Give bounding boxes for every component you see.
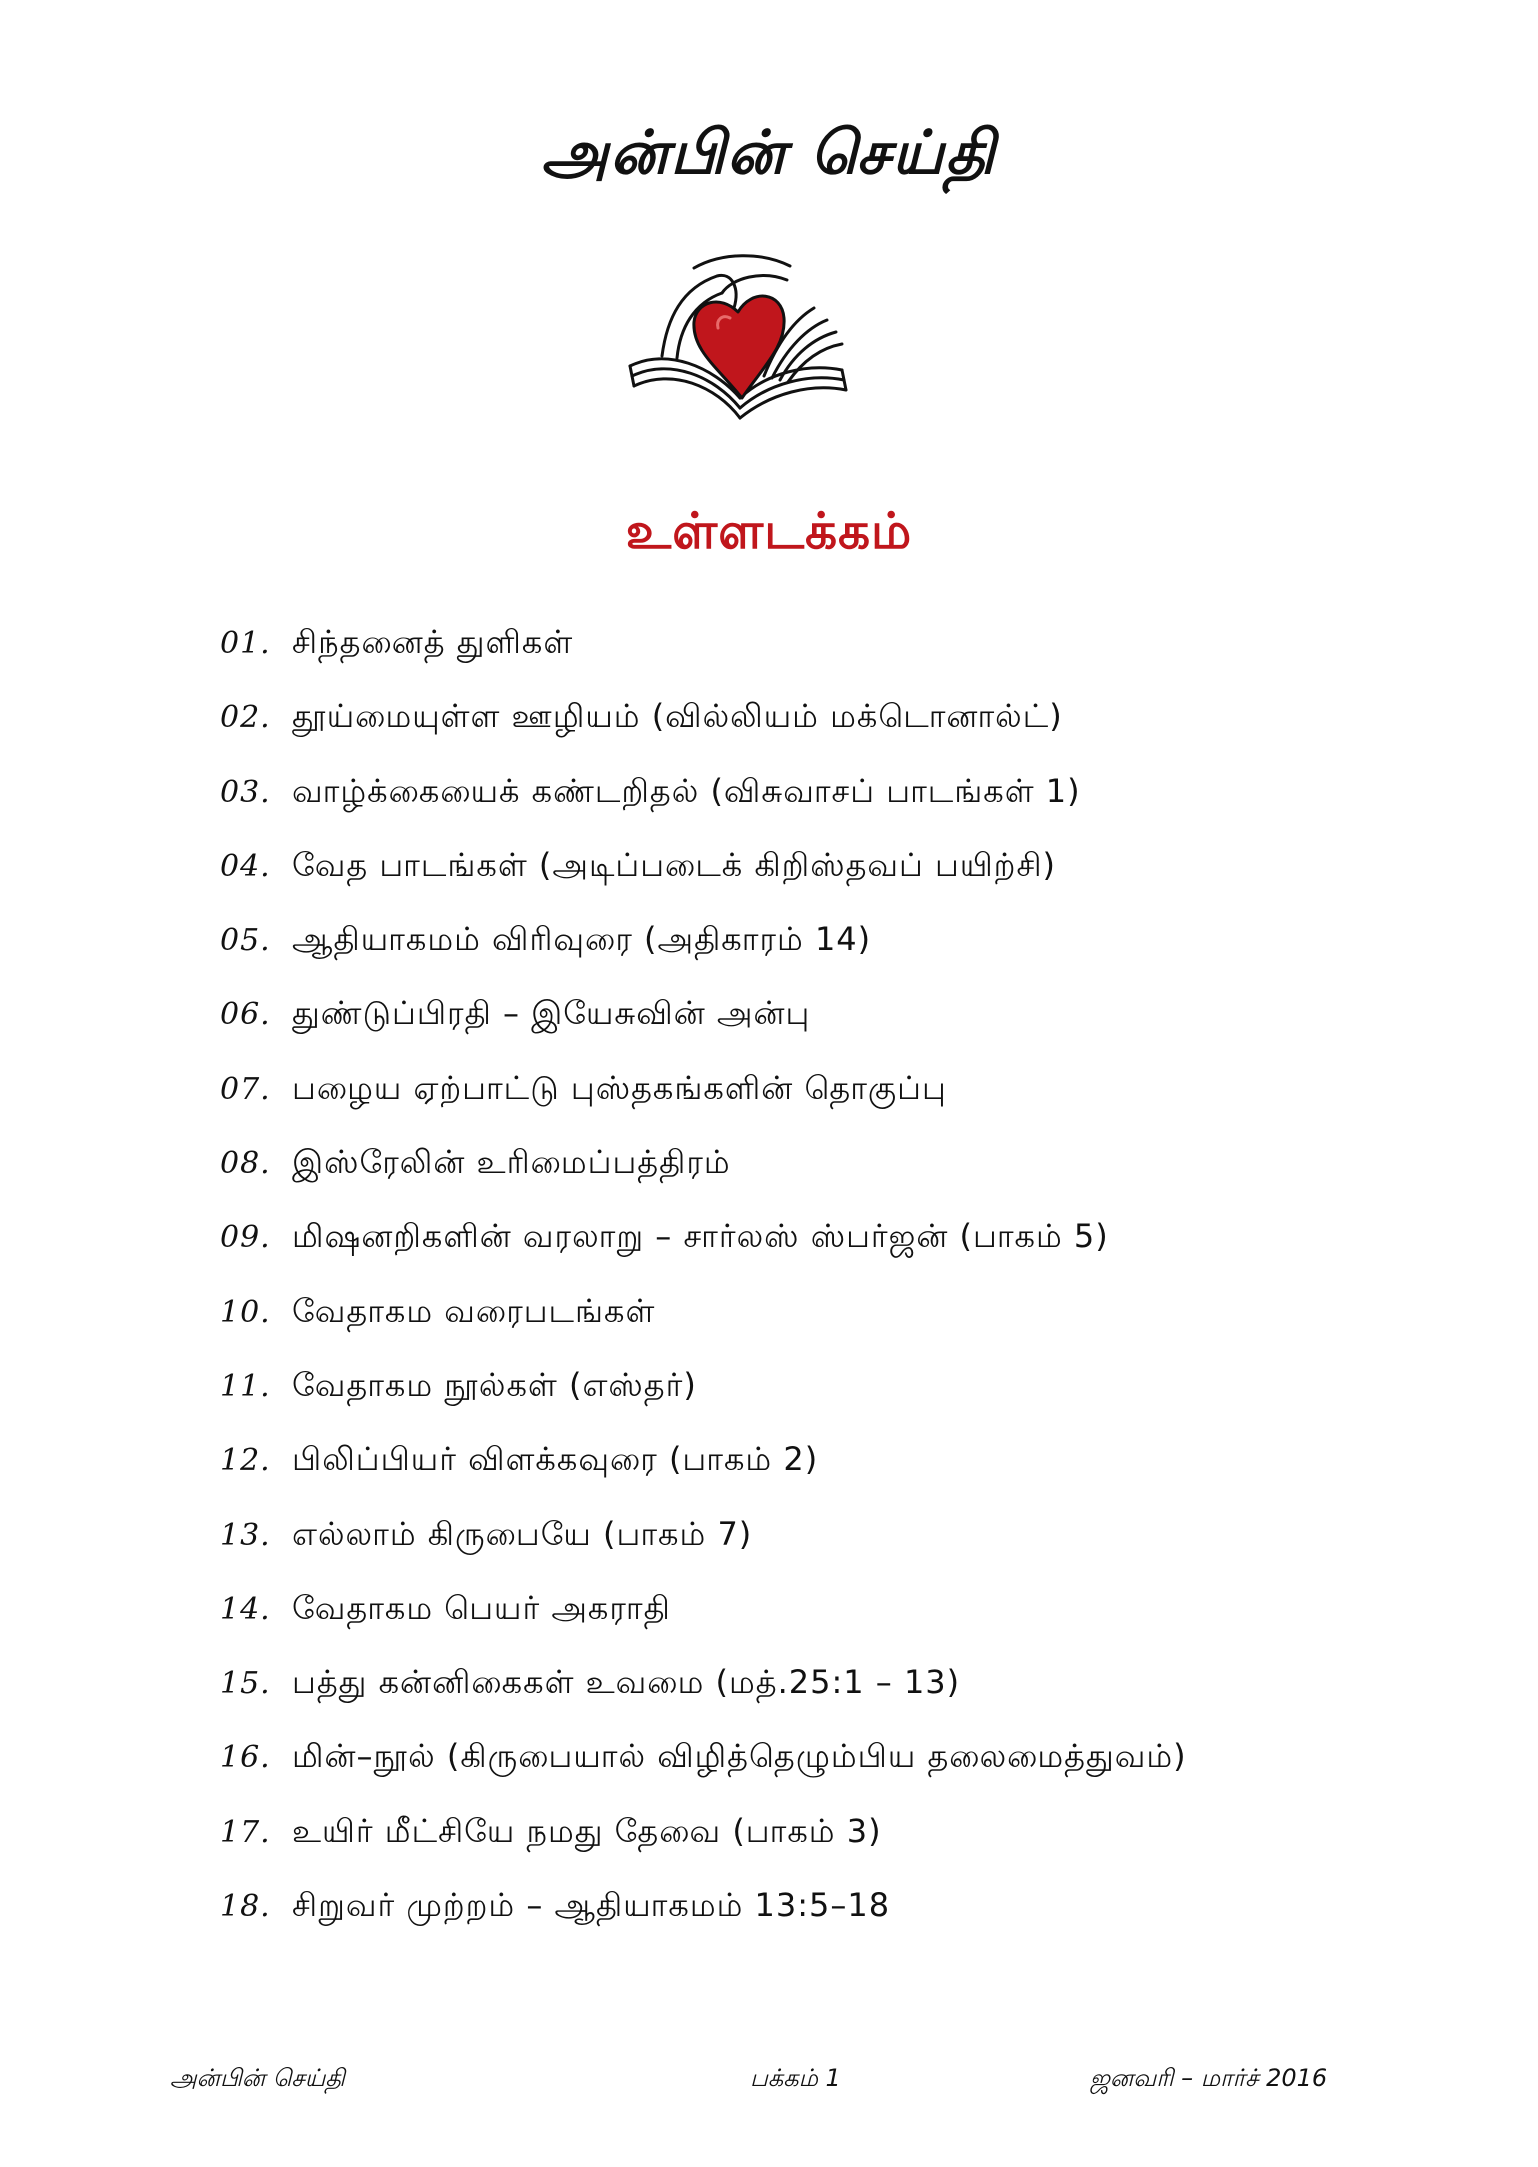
- toc-item-title: வேதாகம நூல்கள் (எஸ்தர்): [292, 1365, 697, 1404]
- toc-item: [220, 1726, 1420, 1800]
- toc-item-title: துண்டுப்பிரதி – இயேசுவின் அன்பு: [292, 994, 811, 1033]
- toc-item-title: சிந்தனைத் துளிகள்: [292, 623, 574, 661]
- toc-item: [220, 909, 1420, 983]
- toc-item-title: வேத பாடங்கள் (அடிப்படைக் கிறிஸ்தவப் பயிற்சி): [292, 845, 1056, 884]
- toc-item-number: 01.: [220, 626, 271, 661]
- toc-item: [220, 1875, 1420, 1949]
- toc-item-title: உயிர் மீட்சியே நமது தேவை (பாகம் 3): [292, 1811, 882, 1850]
- toc-item-number: 14.: [220, 1591, 271, 1627]
- footer-issue-date: ஜனவரி – மார்ச் 2016: [1090, 2064, 1328, 2092]
- page-title: அன்பின் செய்தி: [541, 118, 997, 188]
- toc-item-number: 06.: [220, 997, 271, 1033]
- page-footer: [0, 2064, 1538, 2104]
- toc-item-number: 12.: [220, 1443, 271, 1479]
- toc-list: [220, 612, 1420, 1949]
- toc-item-title: பத்து கன்னிகைகள் உவமை (மத்.25:1 – 13): [292, 1663, 961, 1702]
- toc-item: [220, 1355, 1420, 1429]
- toc-item-title: மிஷனறிகளின் வரலாறு – சார்லஸ் ஸ்பர்ஜன் (பாகம் 5): [292, 1217, 1109, 1256]
- footer-publication-name: அன்பின் செய்தி: [170, 2064, 345, 2092]
- toc-item-title: பழைய ஏற்பாட்டு புஸ்தகங்களின் தொகுப்பு: [292, 1068, 947, 1107]
- footer-page-number: பக்கம் 1: [750, 2064, 841, 2092]
- toc-item-title: வாழ்க்கையைக் கண்டறிதல் (விசுவாசப் பாடங்கள் 1): [292, 771, 1081, 810]
- toc-item-number: 16.: [220, 1740, 271, 1776]
- toc-item: [220, 1578, 1420, 1652]
- toc-item: [220, 1504, 1420, 1578]
- toc-item: [220, 1206, 1420, 1280]
- toc-item-number: 02.: [220, 700, 271, 736]
- toc-item-title: வேதாகம வரைபடங்கள்: [292, 1291, 656, 1330]
- toc-item-number: 08.: [220, 1146, 271, 1182]
- toc-item-title: சிறுவர் முற்றம் – ஆதியாகமம் 13:5–18: [292, 1886, 891, 1925]
- toc-item: [220, 1281, 1420, 1355]
- toc-item-title: ஆதியாகமம் விரிவுரை (அதிகாரம் 14): [292, 920, 872, 959]
- toc-item-number: 10.: [220, 1294, 271, 1330]
- toc-item-title: தூய்மையுள்ள ஊழியம் (வில்லியம் மக்டொனால்ட்): [292, 697, 1063, 736]
- toc-item: [220, 761, 1420, 835]
- toc-item-title: வேதாகம பெயர் அகராதி: [292, 1588, 671, 1627]
- toc-heading: உள்ளடக்கம்: [625, 502, 913, 560]
- toc-item: [220, 1801, 1420, 1875]
- toc-item: [220, 835, 1420, 909]
- toc-item-number: 13.: [220, 1517, 271, 1553]
- toc-item: [220, 612, 1420, 686]
- toc-item-number: 05.: [220, 923, 271, 959]
- toc-item-title: பிலிப்பியர் விளக்கவுரை (பாகம் 2): [292, 1440, 819, 1479]
- toc-item: [220, 1652, 1420, 1726]
- toc-item-title: எல்லாம் கிருபையே (பாகம் 7): [292, 1514, 753, 1553]
- toc-item-number: 11.: [220, 1368, 271, 1404]
- toc-item-title: மின்–நூல் (கிருபையால் விழித்தெழும்பிய தலைமைத்துவம்): [292, 1737, 1187, 1776]
- toc-item-number: 07.: [220, 1071, 271, 1107]
- toc-item: [220, 1132, 1420, 1206]
- toc-item-title: இஸ்ரேலின் உரிமைப்பத்திரம்: [292, 1143, 731, 1182]
- toc-item-number: 09.: [220, 1220, 271, 1256]
- toc-item: [220, 983, 1420, 1057]
- toc-item-number: 04.: [220, 848, 271, 884]
- toc-item-number: 15.: [220, 1666, 271, 1702]
- toc-item-number: 18.: [220, 1889, 271, 1925]
- toc-item: [220, 1058, 1420, 1132]
- toc-item-number: 17.: [220, 1814, 271, 1850]
- toc-item: [220, 1429, 1420, 1503]
- toc-item-number: 03.: [220, 774, 271, 810]
- toc-item: [220, 686, 1420, 760]
- open-book-heart-icon: [622, 248, 852, 423]
